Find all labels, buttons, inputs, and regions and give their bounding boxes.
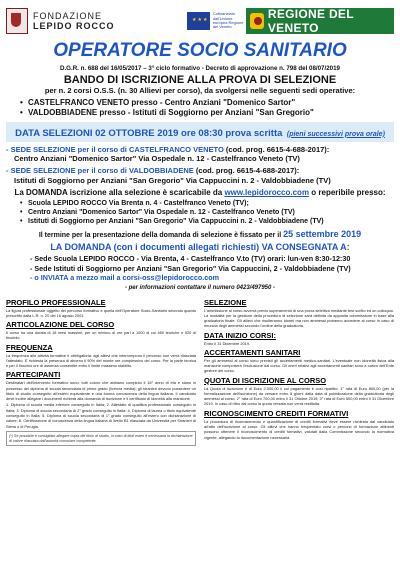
list-item: • VALDOBBIADENE presso - Istituti di Soggiorno per Anziani "San Gregorio" bbox=[20, 108, 394, 118]
section-heading: FREQUENZA bbox=[6, 342, 53, 352]
sede-castelfranco: - SEDE SELEZIONE per il corso di CASTELFRANCO VENETO (cod. prog. 6615-4-688-2017): Centro Anziani "Domenico Sartor" Via Ospedale n. 12 - Castelfranco Veneto (TV) bbox=[6, 144, 330, 164]
domanda-line: La DOMANDA iscrizione alla selezione è scaricabile da www.lepidorocco.com o reperibile presso: bbox=[14, 188, 386, 198]
regione-text: REGIONE DEL VENETO bbox=[267, 7, 354, 35]
section-heading: SELEZIONE bbox=[204, 297, 247, 307]
presentazione-deadline: Il termine per la presentazione della domanda di selezione è fissato per il 25 settembre 2019 bbox=[38, 229, 362, 240]
list-item: - Sede Istituti di Soggiorno per Anziani "San Gregorio" Via Cappuccini, 2 - Valdobbiadene (TV) bbox=[30, 263, 351, 273]
eu-text: Cofinanziato dall'Unione europea Regione del Veneto bbox=[212, 11, 244, 30]
info-line: - per informazioni contattare il numero 0423/497950 - bbox=[124, 284, 276, 291]
details-columns bbox=[6, 296, 394, 447]
list-item: • Centro Anziani "Domenico Sartor" Via Ospedale n. 12 - Castelfranco Veneto (TV) bbox=[20, 208, 394, 217]
note-box: (*) Se possibile è consigliato allegare copia del titolo di studio, in caso di titoli esteri è necessaria la dichiarazione di valore rilasciata dall'autorità consolare competente. bbox=[6, 431, 196, 447]
fondazione-line1: FONDAZIONE bbox=[33, 10, 103, 21]
section-heading: DATA INIZIO CORSI: bbox=[204, 330, 276, 340]
section-heading: QUOTA DI ISCRIZIONE AL CORSO bbox=[204, 375, 327, 385]
list-item: - Sede Scuola LEPIDO ROCCO - Via Brenta, 4 - Castelfranco V.to (TV) orari: lun-ven 8:30-12:30 bbox=[30, 254, 351, 264]
regione-veneto-logo bbox=[246, 8, 394, 34]
fondazione-logo bbox=[6, 8, 137, 34]
section-text: La Quota di iscrizione è di Euro 2.000,00 il cui pagamento è così ripartito: 1° rata di Euro 800,00 (per la formalizzazione dell'iscrizione) da versare entro 5 giorni dalla data di pubblicazione della graduatoria degli ammessi al corso; 2° rata di Euro 700,00 entro il 31 Ottobre 2019; 3° rata di Euro 500,00 entro il 31 Dicembre 2019. In caso di ritiro dal corso la quota versata non verrà restituita. bbox=[204, 385, 394, 407]
sede-valdobbiadene: - SEDE SELEZIONE per il corso di VALDOBBIADENE (cod. prog. 6615-4-688-2017): Istituti di Soggiorno per Anziani "San Gregorio" Via Cappuccini n. 2 - Valdobbiadene (TV) bbox=[6, 166, 331, 185]
fondazione-line2: LEPIDO ROCCO bbox=[33, 21, 115, 31]
page-title: OPERATORE SOCIO SANITARIO bbox=[53, 40, 347, 61]
sedi-list bbox=[20, 98, 394, 119]
header bbox=[6, 4, 394, 38]
sedi-ritiro-list bbox=[20, 199, 394, 226]
list-item: • Istituti di Soggiorno per Anziani "San Gregorio" Via Cappuccini n. 2 - Valdobbiadene (TV) bbox=[20, 217, 394, 226]
subtitle: D.G.R. n. 688 del 16/05/2017 – 3° ciclo formativo - Decreto di approvazione n. 798 del 08/07/2019 bbox=[59, 64, 340, 72]
section-text: La procedura di riconoscimento e quantificazione di crediti formativi deve essere richiesta dal candidato all'atto dell'iscrizione al corso. Gli allievi che hanno frequentato corsi o percorsi di formazione attinenti possono ottenere il riconoscimento di crediti formativi, valutati dalla Commissione secondo la normativa vigente, allegando la documentazione necessaria. bbox=[204, 418, 394, 440]
selection-date-bar bbox=[6, 122, 394, 142]
selection-date: DATA SELEZIONI 02 OTTOBRE 2019 ore 08:30 prova scritta bbox=[15, 127, 283, 139]
eu-flag-icon bbox=[187, 12, 210, 30]
section-text: 1. Diploma di scuola media inferiore conseguito in Italia; 2. Attestato di qualifica professionale conseguito in Italia; 3. Diploma di scuola secondaria di 2° grado conseguito in Italia; 4. Diploma di laurea o titolo equivalente conseguito in Italia; 5. Diploma di scuola secondaria di 1° grado conseguito all'estero con dichiarazione di valore; 6. Certificazione di conoscenza della lingua italiana di livello B1 rilasciata da Università per Stranieri di Siena o di Perugia. bbox=[6, 402, 196, 429]
lion-icon bbox=[250, 13, 264, 29]
section-text: La figura professionale oggetto del percorso formativo è quella dell'Operatore Socio-Sanitario secondo quanto prescritto dalla L.R. n. 20 del 16 agosto 2001. bbox=[6, 307, 196, 318]
list-item: • Scuola LEPIDO ROCCO Via Brenta n. 4 - Castelfranco Veneto (TV); bbox=[20, 199, 394, 208]
section-heading: RICONOSCIMENTO CREDITI FORMATIVI bbox=[204, 408, 349, 418]
email-link[interactable]: - o INVIATA a mezzo mail a corsi-oss@lepidorocco.com bbox=[30, 273, 219, 283]
section-text: Il corso ha una durata di 18 mesi massimi, per un minimo di ore pari a 1000 di cui 480 teoriche e 520 di tirocinio. bbox=[6, 330, 196, 341]
section-heading: ARTICOLAZIONE DEL CORSO bbox=[6, 320, 115, 330]
website-link[interactable]: www.lepidorocco.com bbox=[224, 188, 310, 198]
posti-text: per n. 2 corsi O.S.S. (n. 30 Allievi per corso), da svolgersi nelle seguenti sedi operative: bbox=[44, 85, 356, 95]
bando-heading: BANDO DI ISCRIZIONE ALLA PROVA DI SELEZIONE bbox=[63, 73, 337, 86]
section-heading: ACCERTAMENTI SANITARI bbox=[204, 347, 301, 357]
section-text: Entro il 31 Dicembre 2019. bbox=[204, 340, 251, 346]
list-item: • CASTELFRANCO VENETO presso - Centro Anziani "Domenico Sartor" bbox=[20, 98, 394, 108]
selection-date-note: (pieni successivi prova orale) bbox=[286, 130, 385, 138]
section-heading: PROFILO PROFESSIONALE bbox=[6, 297, 106, 307]
section-text: La frequenza alle attività formative è obbligatoria: agli allievi che interrompono il percorso non verrà rilasciata l'attestato. È richiesta la presenza di almeno il 90% del monte ore complessivo del corso. Per la parte teorica e per il tirocinio ore di assenza consentite entro il limite massimo stabilito. bbox=[6, 352, 196, 369]
crest-icon bbox=[6, 8, 28, 34]
left-column bbox=[6, 296, 196, 447]
presentazione-head: LA DOMANDA (con i documenti allegati richiesti) VA CONSEGNATA A: bbox=[50, 242, 350, 253]
right-column bbox=[204, 296, 394, 447]
section-text: Per gli ammessi al corso sono previsti gli accertamenti medico-sanitari. L'eventuale non idoneità fisica alla mansione comporterà l'esclusione dal corso. Gli oneri relativi agli accertamenti sanitari sono a carico dell'Ente gestore del corso. bbox=[204, 357, 394, 374]
presentazione-rows bbox=[30, 254, 394, 282]
section-text: Destinatari dell'intervento formativo sono: tutti coloro che abbiano compiuto il 18° anno di età e siano in possesso del diploma di scuola secondaria di primo grado (licenza media); gli stranieri devono possedere un titolo di studio conseguito all'estero equivalente e una buona conoscenza della lingua italiana. Il candidato deve inoltre allegare i documenti richiesti alla domanda di iscrizione e il certificato di idoneità alla mansione. bbox=[6, 380, 196, 402]
section-heading: PARTECIPANTI bbox=[6, 370, 61, 380]
section-text: L'ammissione al corso avverrà previo superamento di una prova selettiva mediante test scritto ed un colloquio. La modalità per la gestione della procedura di selezione sarà definita da apposita commissione in base alla graduatoria finale. Gli allievi che risulteranno idonei ma non ammessi potranno accedere al corso in caso di rinuncia degli ammessi secondo l'ordine della graduatoria. bbox=[204, 307, 394, 329]
